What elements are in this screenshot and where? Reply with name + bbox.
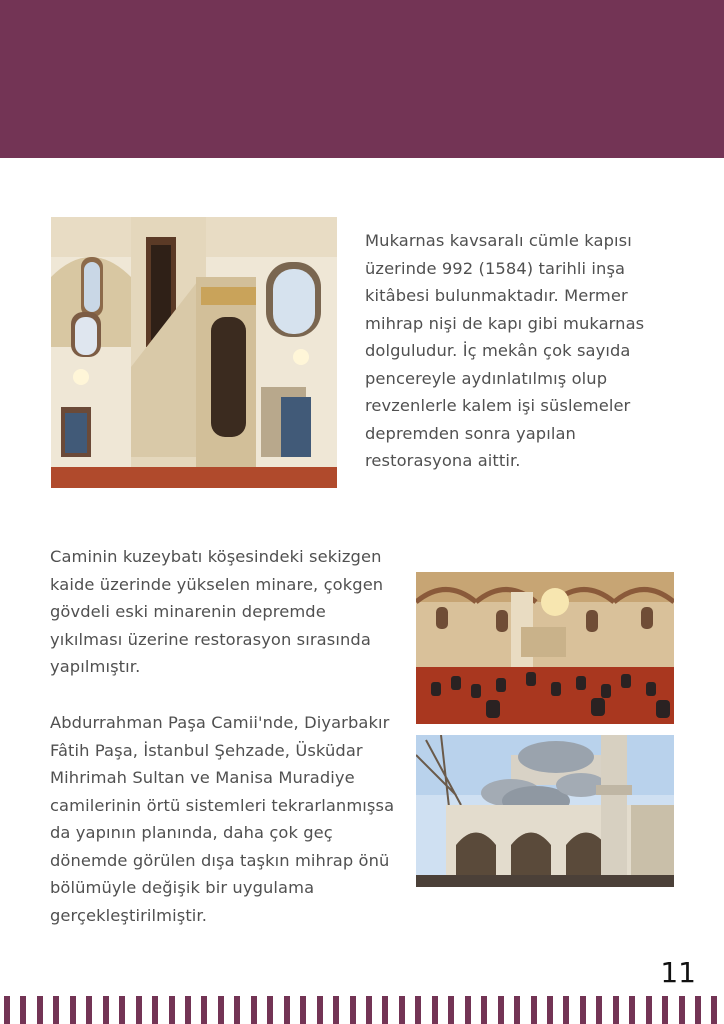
header-band xyxy=(0,0,724,158)
paragraph-minaret-description: Caminin kuzeybatı köşesindeki sekizgen kaide üzerinde yükselen minare, çokgen gövdeli eski minarenin depremde yıkılması üzerine restorasyon sırasında yapılmıştır. xyxy=(50,547,384,676)
paragraph-portal-description: Mukarnas kavsaralı cümle kapısı üzerinde 992 (1584) tarihli inşa kitâbesi bulunmaktadır. Mermer mihrap nişi de kapı gibi mukarnas dolguludur. İç mekân çok sayıda pencereyle aydınlatılmış olup revzenlerle kalem işi süslemeler depremden sonra yapılan restorasyona aittir. xyxy=(365,231,645,470)
page-number: 11 xyxy=(660,956,696,989)
paragraph-cover-system-description: Abdurrahman Paşa Camii'nde, Diyarbakır Fâtih Paşa, İstanbul Şehzade, Üsküdar Mihrimah Sultan ve Manisa Muradiye camilerinin örtü sistemleri tekrarlanmışsa da yapının planında, daha çok geç dönemde görülen dışa taşkın mihrap önü bölümüyle değişik bir uygulama gerçekleştirilmiştir. xyxy=(50,713,395,925)
mosque-exterior-photo xyxy=(416,735,674,887)
minbar-photo xyxy=(51,217,337,488)
prayer-hall-photo xyxy=(416,572,674,724)
footer-stripes xyxy=(0,996,724,1024)
